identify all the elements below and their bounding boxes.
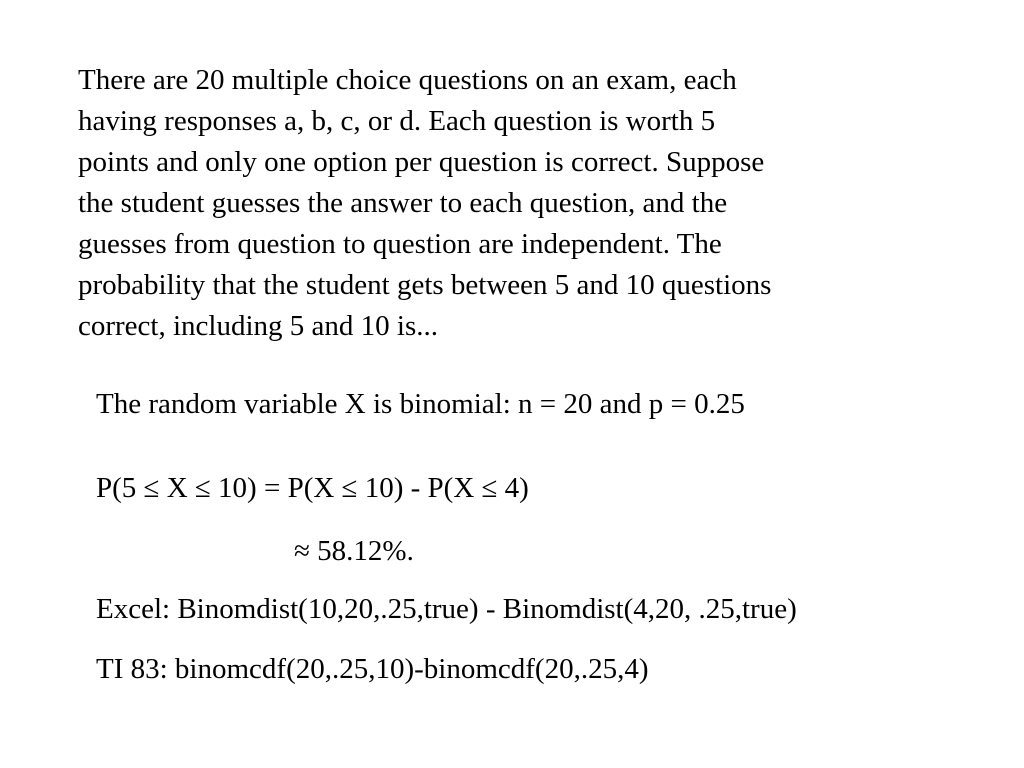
excel-formula: Excel: Binomdist(10,20,.25,true) - Binomdist(4,20, .25,true) [96,593,797,625]
problem-line: guesses from question to question are independent. The [78,228,722,260]
probability-equation: P(5 ≤ X ≤ 10) = P(X ≤ 10) - P(X ≤ 4) [96,472,529,504]
random-variable-statement: The random variable X is binomial: n = 20 and p = 0.25 [96,388,745,420]
ti83-formula: TI 83: binomcdf(20,.25,10)-binomcdf(20,.25,4) [96,653,649,685]
probability-result: ≈ 58.12%. [294,535,414,567]
problem-line: points and only one option per question is correct. Suppose [78,146,765,178]
problem-line: correct, including 5 and 10 is... [78,310,438,342]
problem-line: There are 20 multiple choice questions on an exam, each [78,64,737,96]
problem-line: having responses a, b, c, or d. Each question is worth 5 [78,105,716,137]
problem-line: the student guesses the answer to each question, and the [78,187,728,219]
problem-statement [78,60,958,347]
problem-line: probability that the student gets between 5 and 10 questions [78,269,772,301]
